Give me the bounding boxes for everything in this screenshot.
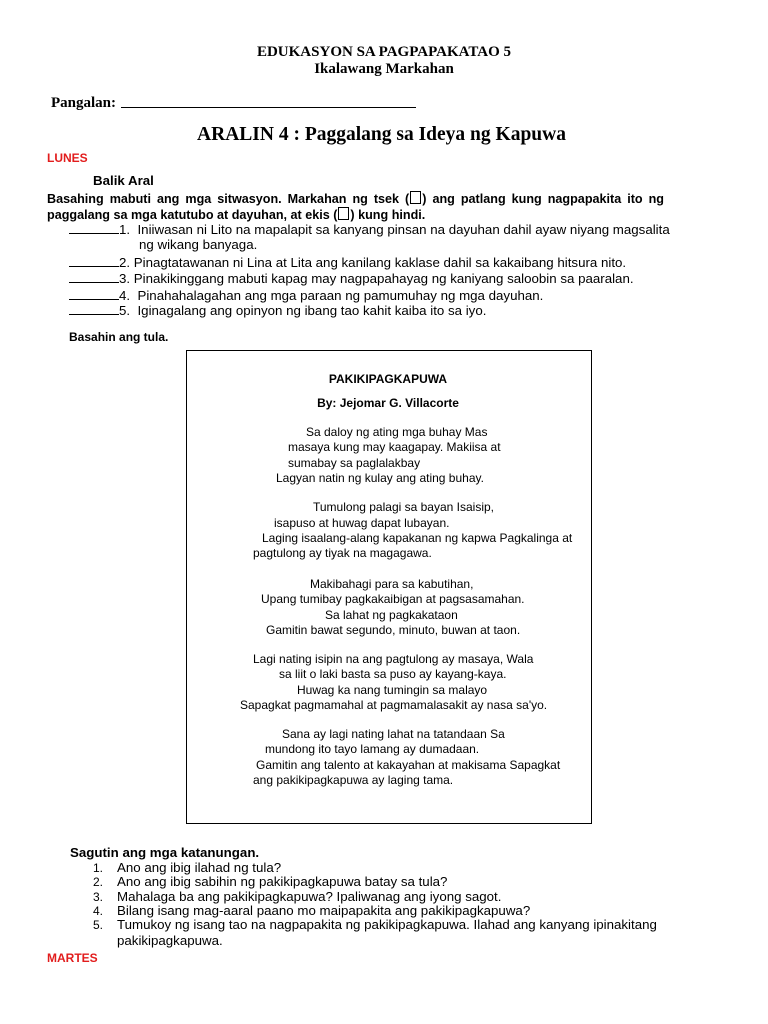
- poem-line: Lagyan natin ng kulay ang ating buhay.: [276, 471, 484, 485]
- review-item-4: 4. Pinahahalagahan ang mga paraan ng pamumuhay ng mga dayuhan.: [69, 287, 543, 303]
- review-item-3: 3. Pinakikinggang mabuti kapag may nagpapahayag ng kaniyang saloobin sa paaralan.: [69, 270, 634, 286]
- question-item-1: 1. Ano ang ibig ilahad ng tula?: [93, 860, 282, 875]
- instructions-text-2: ) ang patlang kung nagpapakita ito ng paggalang sa mga katutubo at dayuhan, at ekis (: [47, 192, 664, 222]
- poem-line: Huwag ka nang tumingin sa malayo: [297, 683, 488, 697]
- question-item-2: 2. Ano ang ibig sabihin ng pakikipagkapuwa batay sa tula?: [93, 874, 448, 889]
- question-item-4: 4. Bilang isang mag-aaral paano mo maipapakita ang pakikipagkapuwa?: [93, 903, 531, 918]
- question-item-3: 3. Mahalaga ba ang pakikipagkapuwa? Ipaliwanag ang iyong sagot.: [93, 889, 502, 904]
- name-label: Pangalan:: [51, 95, 117, 111]
- answer-blank[interactable]: [69, 287, 119, 300]
- poem-line: sa liit o laki basta sa puso ay kayang-kaya.: [279, 667, 507, 681]
- poem-line: Makibahagi para sa kabutihan,: [310, 577, 474, 591]
- poem-author: By: Jejomar G. Villacorte: [317, 396, 459, 410]
- check-box-icon: [410, 191, 421, 204]
- poem-line: masaya kung may kaagapay. Makiisa at: [288, 440, 501, 454]
- name-input-line[interactable]: [121, 107, 416, 108]
- poem-title: PAKIKIPAGKAPUWA: [328, 372, 448, 386]
- day-label-lunes: LUNES: [47, 151, 88, 165]
- answer-blank[interactable]: [69, 254, 119, 267]
- poem-line: Gamitin bawat segundo, minuto, buwan at taon.: [266, 623, 521, 637]
- review-item-2: 2. Pinagtatawanan ni Lina at Lita ang kanilang kaklase dahil sa kakaibang hitsura nito.: [69, 254, 626, 270]
- read-poem-instruction: Basahin ang tula.: [69, 330, 169, 344]
- review-item-1: 1. Iniiwasan ni Lito na mapalapit sa kanyang pinsan na dayuhan dahil ayaw niyang magsalita: [69, 221, 670, 237]
- subject-title: EDUKASYON SA PAGPAPAKATAO 5: [256, 44, 512, 60]
- poem-line: ang pakikipagkapuwa ay laging tama.: [253, 773, 454, 787]
- poem-line: Tumulong palagi sa bayan Isaisip,: [313, 500, 494, 514]
- question-item-5-continued: pakikipagkapuwa.: [117, 933, 223, 948]
- poem-line: Gamitin ang talento at kakayahan at makisama Sapagkat: [256, 758, 561, 772]
- review-item-1-continued: ng wikang banyaga.: [139, 237, 258, 252]
- poem-line: Lagi nating isipin na ang pagtulong ay masaya, Wala: [253, 652, 534, 666]
- review-instructions: [47, 191, 664, 223]
- check-box-icon: [338, 207, 349, 220]
- poem-line: pagtulong ay tiyak na magagawa.: [253, 546, 432, 560]
- poem-line: mundong ito tayo lamang ay dumadaan.: [265, 742, 480, 756]
- answer-blank[interactable]: [69, 270, 119, 283]
- instructions-text-3: ) kung hindi.: [350, 208, 426, 222]
- poem-line: Sapagkat pagmamahal at pagmamalasakit ay nasa sa'yo.: [240, 698, 548, 712]
- review-heading: Balik Aral: [93, 173, 154, 188]
- lesson-title: ARALIN 4 : Paggalang sa Ideya ng Kapuwa: [197, 124, 566, 145]
- poem-line: Sana ay lagi nating lahat na tatandaan Sa: [282, 727, 505, 741]
- poem-line: Laging isaalang-alang kapakanan ng kapwa Pagkalinga at: [262, 531, 573, 545]
- answer-blank[interactable]: [69, 302, 119, 315]
- quarter-subtitle: Ikalawang Markahan: [314, 61, 454, 77]
- day-label-martes: MARTES: [47, 951, 98, 965]
- question-item-5: 5. Tumukoy ng isang tao na nagpapakita ng pakikipagkapuwa. Ilahad ang kanyang ipinakitang: [93, 917, 657, 932]
- answer-blank[interactable]: [69, 221, 119, 234]
- poem-line: Upang tumibay pagkakaibigan at pagsasamahan.: [261, 592, 525, 606]
- instructions-text-1: Basahing mabuti ang mga sitwasyon. Markahan ng tsek (: [47, 192, 410, 206]
- poem-line: Sa daloy ng ating mga buhay Mas: [306, 425, 488, 439]
- review-item-5: 5. Iginagalang ang opinyon ng ibang tao kahit kaiba ito sa iyo.: [69, 302, 486, 318]
- poem-line: isapuso at huwag dapat lubayan.: [274, 516, 450, 530]
- questions-heading: Sagutin ang mga katanungan.: [70, 845, 260, 860]
- poem-line: Sa lahat ng pagkakataon: [325, 608, 458, 622]
- poem-line: sumabay sa paglalakbay: [288, 456, 421, 470]
